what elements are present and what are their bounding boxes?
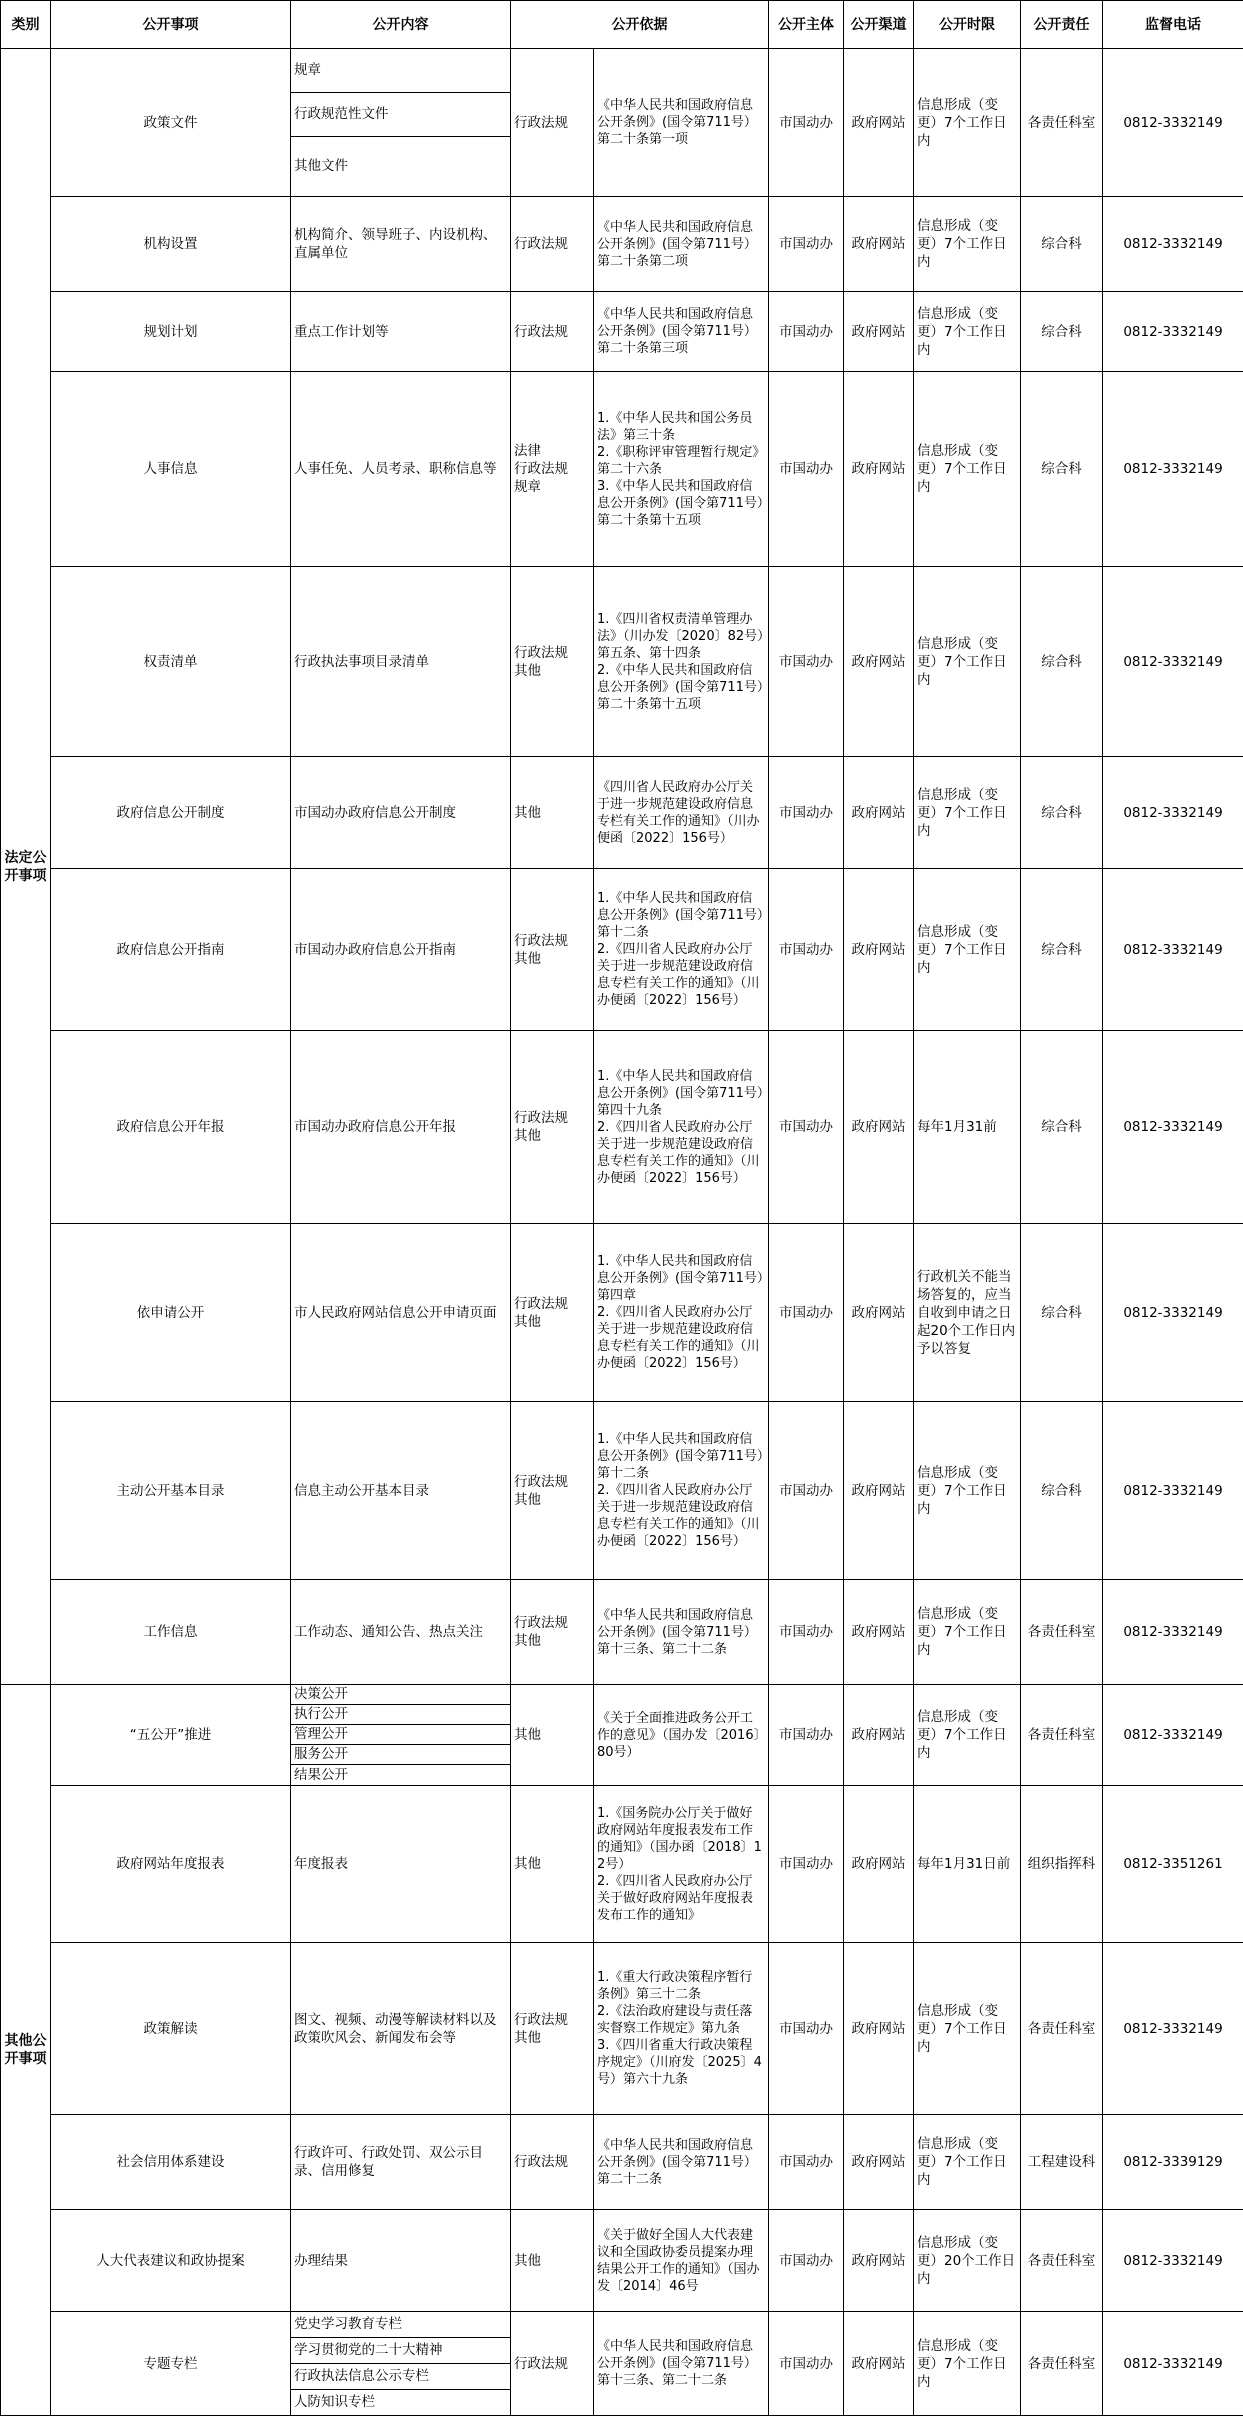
- deadline-cell: 行政机关不能当场答复的，应当自收到申请之日起20个工作日内予以答复: [914, 1224, 1021, 1402]
- content-cell: 人防知识专栏: [291, 2390, 511, 2416]
- item-cell: 机构设置: [51, 197, 291, 292]
- table-row: [1, 49, 1243, 93]
- item-cell: 规划计划: [51, 292, 291, 372]
- responsible-cell: 各责任科室: [1021, 2312, 1103, 2416]
- content-cell: 市国动办政府信息公开年报: [291, 1031, 511, 1224]
- phone-cell: 0812-3332149: [1103, 372, 1243, 567]
- content-cell: 行政执法事项目录清单: [291, 567, 511, 757]
- item-cell: 主动公开基本目录: [51, 1402, 291, 1580]
- item-cell: 政策解读: [51, 1943, 291, 2115]
- deadline-cell: 信息形成（变更）20个工作日内: [914, 2210, 1021, 2312]
- table-row: [1, 1786, 1243, 1943]
- deadline-cell: 信息形成（变更）7个工作日内: [914, 1580, 1021, 1685]
- basis-cell: 1.《中华人民共和国政府信息公开条例》(国令第711号）第十二条 2.《四川省人民政府办公厅关于进一步规范建设政府信息专栏有关工作的通知》（川办便函〔2022〕156号）: [594, 1402, 769, 1580]
- channel-cell: 政府网站: [844, 869, 914, 1031]
- table-row: [1, 2210, 1243, 2312]
- basis-cell: 《中华人民共和国政府信息公开条例》(国令第711号）第二十条第二项: [594, 197, 769, 292]
- responsible-cell: 综合科: [1021, 197, 1103, 292]
- basis-cell: 《中华人民共和国政府信息公开条例》(国令第711号）第十三条、第二十二条: [594, 1580, 769, 1685]
- content-cell: 市人民政府网站信息公开申请页面: [291, 1224, 511, 1402]
- channel-cell: 政府网站: [844, 49, 914, 197]
- channel-cell: 政府网站: [844, 1943, 914, 2115]
- content-cell: 办理结果: [291, 2210, 511, 2312]
- responsible-cell: 各责任科室: [1021, 1580, 1103, 1685]
- table-row: [1, 1685, 1243, 1705]
- subject-cell: 市国动办: [769, 1031, 844, 1224]
- content-cell: 执行公开: [291, 1705, 511, 1725]
- basis-cell: 《四川省人民政府办公厅关于进一步规范建设政府信息专栏有关工作的通知》（川办便函〔2022〕156号）: [594, 757, 769, 869]
- deadline-cell: 信息形成（变更）7个工作日内: [914, 292, 1021, 372]
- responsible-cell: 各责任科室: [1021, 1943, 1103, 2115]
- basis-type-cell: 行政法规 其他: [511, 1943, 594, 2115]
- basis-type-cell: 行政法规 其他: [511, 1224, 594, 1402]
- deadline-cell: 信息形成（变更）7个工作日内: [914, 197, 1021, 292]
- item-cell: 工作信息: [51, 1580, 291, 1685]
- basis-type-cell: 行政法规: [511, 2312, 594, 2416]
- item-cell: 人大代表建议和政协提案: [51, 2210, 291, 2312]
- item-cell: 政府信息公开指南: [51, 869, 291, 1031]
- item-cell: 政府网站年度报表: [51, 1786, 291, 1943]
- channel-cell: 政府网站: [844, 292, 914, 372]
- deadline-cell: 信息形成（变更）7个工作日内: [914, 2115, 1021, 2210]
- deadline-cell: 信息形成（变更）7个工作日内: [914, 2312, 1021, 2416]
- content-cell: 重点工作计划等: [291, 292, 511, 372]
- phone-cell: 0812-3332149: [1103, 1685, 1243, 1786]
- subject-cell: 市国动办: [769, 1786, 844, 1943]
- phone-cell: 0812-3332149: [1103, 757, 1243, 869]
- table-row: [1, 2115, 1243, 2210]
- phone-cell: 0812-3332149: [1103, 1224, 1243, 1402]
- subject-cell: 市国动办: [769, 49, 844, 197]
- channel-cell: 政府网站: [844, 1224, 914, 1402]
- deadline-cell: 信息形成（变更）7个工作日内: [914, 869, 1021, 1031]
- table-header-row: [1, 1, 1243, 49]
- table-row: [1, 372, 1243, 567]
- table-row: [1, 1402, 1243, 1580]
- header-deadline: 公开时限: [914, 1, 1021, 49]
- deadline-cell: 每年1月31前: [914, 1031, 1021, 1224]
- phone-cell: 0812-3332149: [1103, 869, 1243, 1031]
- basis-type-cell: 行政法规 其他: [511, 1031, 594, 1224]
- responsible-cell: 综合科: [1021, 1224, 1103, 1402]
- subject-cell: 市国动办: [769, 1580, 844, 1685]
- item-cell: 依申请公开: [51, 1224, 291, 1402]
- header-item: 公开事项: [51, 1, 291, 49]
- phone-cell: 0812-3332149: [1103, 1943, 1243, 2115]
- item-cell: 人事信息: [51, 372, 291, 567]
- basis-cell: 1.《四川省权责清单管理办法》（川办发〔2020〕82号）第五条、第十四条 2.《中华人民共和国政府信息公开条例》(国令第711号）第二十条第十五项: [594, 567, 769, 757]
- content-cell: 服务公开: [291, 1745, 511, 1765]
- phone-cell: 0812-3332149: [1103, 2210, 1243, 2312]
- content-cell: 行政执法信息公示专栏: [291, 2364, 511, 2390]
- header-responsible: 公开责任: [1021, 1, 1103, 49]
- item-cell: 政府信息公开年报: [51, 1031, 291, 1224]
- basis-cell: 1.《中华人民共和国政府信息公开条例》(国令第711号）第十二条 2.《四川省人民政府办公厅关于进一步规范建设政府信息专栏有关工作的通知》（川办便函〔2022〕156号）: [594, 869, 769, 1031]
- content-cell: 年度报表: [291, 1786, 511, 1943]
- basis-type-cell: 行政法规 其他: [511, 567, 594, 757]
- basis-cell: 《关于做好全国人大代表建议和全国政协委员提案办理结果公开工作的通知》（国办发〔2014〕46号: [594, 2210, 769, 2312]
- table-row: [1, 1031, 1243, 1224]
- responsible-cell: 综合科: [1021, 869, 1103, 1031]
- phone-cell: 0812-3332149: [1103, 292, 1243, 372]
- basis-type-cell: 其他: [511, 1685, 594, 1786]
- responsible-cell: 综合科: [1021, 1402, 1103, 1580]
- responsible-cell: 综合科: [1021, 757, 1103, 869]
- deadline-cell: 信息形成（变更）7个工作日内: [914, 49, 1021, 197]
- basis-cell: 1.《中华人民共和国政府信息公开条例》(国令第711号）第四十九条 2.《四川省人民政府办公厅关于进一步规范建设政府信息专栏有关工作的通知》（川办便函〔2022〕156号）: [594, 1031, 769, 1224]
- item-cell: “五公开”推进: [51, 1685, 291, 1786]
- item-cell: 专题专栏: [51, 2312, 291, 2416]
- responsible-cell: 综合科: [1021, 1031, 1103, 1224]
- deadline-cell: 信息形成（变更）7个工作日内: [914, 1685, 1021, 1786]
- basis-type-cell: 法律 行政法规 规章: [511, 372, 594, 567]
- phone-cell: 0812-3332149: [1103, 567, 1243, 757]
- channel-cell: 政府网站: [844, 1031, 914, 1224]
- subject-cell: 市国动办: [769, 757, 844, 869]
- basis-cell: 1.《重大行政决策程序暂行条例》第三十二条 2.《法治政府建设与责任落实督察工作规定》第九条 3.《四川省重大行政决策程序规定》（川府发〔2025〕4号）第六十九条: [594, 1943, 769, 2115]
- subject-cell: 市国动办: [769, 1943, 844, 2115]
- basis-type-cell: 其他: [511, 1786, 594, 1943]
- subject-cell: 市国动办: [769, 2115, 844, 2210]
- table-row: [1, 567, 1243, 757]
- table-row: [1, 1580, 1243, 1685]
- phone-cell: 0812-3332149: [1103, 1580, 1243, 1685]
- responsible-cell: 综合科: [1021, 372, 1103, 567]
- subject-cell: 市国动办: [769, 197, 844, 292]
- channel-cell: 政府网站: [844, 197, 914, 292]
- content-cell: 图文、视频、动漫等解读材料以及政策吹风会、新闻发布会等: [291, 1943, 511, 2115]
- basis-type-cell: 行政法规 其他: [511, 869, 594, 1031]
- channel-cell: 政府网站: [844, 1402, 914, 1580]
- content-cell: 结果公开: [291, 1765, 511, 1786]
- basis-cell: 1.《中华人民共和国政府信息公开条例》(国令第711号）第四章 2.《四川省人民政府办公厅关于进一步规范建设政府信息专栏有关工作的通知》（川办便函〔2022〕156号）: [594, 1224, 769, 1402]
- phone-cell: 0812-3332149: [1103, 2312, 1243, 2416]
- subject-cell: 市国动办: [769, 1685, 844, 1786]
- subject-cell: 市国动办: [769, 2210, 844, 2312]
- basis-type-cell: 其他: [511, 2210, 594, 2312]
- deadline-cell: 信息形成（变更）7个工作日内: [914, 372, 1021, 567]
- header-channel: 公开渠道: [844, 1, 914, 49]
- table-row: [1, 1943, 1243, 2115]
- header-category: 类别: [1, 1, 51, 49]
- basis-type-cell: 行政法规 其他: [511, 1402, 594, 1580]
- subject-cell: 市国动办: [769, 2312, 844, 2416]
- responsible-cell: 各责任科室: [1021, 2210, 1103, 2312]
- content-cell: 决策公开: [291, 1685, 511, 1705]
- responsible-cell: 组织指挥科: [1021, 1786, 1103, 1943]
- phone-cell: 0812-3332149: [1103, 49, 1243, 197]
- deadline-cell: 信息形成（变更）7个工作日内: [914, 567, 1021, 757]
- phone-cell: 0812-3332149: [1103, 197, 1243, 292]
- channel-cell: 政府网站: [844, 1685, 914, 1786]
- subject-cell: 市国动办: [769, 1224, 844, 1402]
- table-row: [1, 197, 1243, 292]
- basis-cell: 1.《中华人民共和国公务员法》第三十条 2.《职称评审管理暂行规定》第二十六条 3.《中华人民共和国政府信息公开条例》(国令第711号）第二十条第十五项: [594, 372, 769, 567]
- deadline-cell: 信息形成（变更）7个工作日内: [914, 757, 1021, 869]
- subject-cell: 市国动办: [769, 372, 844, 567]
- content-cell: 市国动办政府信息公开指南: [291, 869, 511, 1031]
- responsible-cell: 综合科: [1021, 292, 1103, 372]
- responsible-cell: 各责任科室: [1021, 1685, 1103, 1786]
- basis-type-cell: 行政法规: [511, 2115, 594, 2210]
- subject-cell: 市国动办: [769, 292, 844, 372]
- basis-cell: 《关于全面推进政务公开工作的意见》（国办发〔2016〕80号）: [594, 1685, 769, 1786]
- header-phone: 监督电话: [1103, 1, 1243, 49]
- channel-cell: 政府网站: [844, 757, 914, 869]
- basis-cell: 1.《国务院办公厅关于做好政府网站年度报表发布工作的通知》（国办函〔2018〕12号） 2.《四川省人民政府办公厅关于做好政府网站年度报表发布工作的通知》: [594, 1786, 769, 1943]
- channel-cell: 政府网站: [844, 2210, 914, 2312]
- channel-cell: 政府网站: [844, 372, 914, 567]
- channel-cell: 政府网站: [844, 1786, 914, 1943]
- item-cell: 政府信息公开制度: [51, 757, 291, 869]
- basis-type-cell: 其他: [511, 757, 594, 869]
- basis-cell: 《中华人民共和国政府信息公开条例》(国令第711号）第二十二条: [594, 2115, 769, 2210]
- content-cell: 行政规范性文件: [291, 93, 511, 137]
- item-cell: 权责清单: [51, 567, 291, 757]
- content-cell: 学习贯彻党的二十大精神: [291, 2338, 511, 2364]
- basis-type-cell: 行政法规: [511, 292, 594, 372]
- content-cell: 市国动办政府信息公开制度: [291, 757, 511, 869]
- subject-cell: 市国动办: [769, 1402, 844, 1580]
- category-cell: 其他公开事项: [1, 1685, 51, 2416]
- content-cell: 党史学习教育专栏: [291, 2312, 511, 2338]
- responsible-cell: 综合科: [1021, 567, 1103, 757]
- deadline-cell: 每年1月31日前: [914, 1786, 1021, 1943]
- channel-cell: 政府网站: [844, 1580, 914, 1685]
- channel-cell: 政府网站: [844, 2115, 914, 2210]
- deadline-cell: 信息形成（变更）7个工作日内: [914, 1943, 1021, 2115]
- item-cell: 政策文件: [51, 49, 291, 197]
- table-row: [1, 757, 1243, 869]
- channel-cell: 政府网站: [844, 2312, 914, 2416]
- channel-cell: 政府网站: [844, 567, 914, 757]
- content-cell: 机构简介、领导班子、内设机构、直属单位: [291, 197, 511, 292]
- item-cell: 社会信用体系建设: [51, 2115, 291, 2210]
- header-basis: 公开依据: [511, 1, 769, 49]
- basis-cell: 《中华人民共和国政府信息公开条例》(国令第711号）第二十条第一项: [594, 49, 769, 197]
- responsible-cell: 工程建设科: [1021, 2115, 1103, 2210]
- deadline-cell: 信息形成（变更）7个工作日内: [914, 1402, 1021, 1580]
- content-cell: 其他文件: [291, 137, 511, 197]
- content-cell: 工作动态、通知公告、热点关注: [291, 1580, 511, 1685]
- basis-cell: 《中华人民共和国政府信息公开条例》(国令第711号）第二十条第三项: [594, 292, 769, 372]
- category-cell: 法定公开事项: [1, 49, 51, 1685]
- phone-cell: 0812-3339129: [1103, 2115, 1243, 2210]
- basis-type-cell: 行政法规: [511, 49, 594, 197]
- basis-type-cell: 行政法规 其他: [511, 1580, 594, 1685]
- table-row: [1, 869, 1243, 1031]
- header-content: 公开内容: [291, 1, 511, 49]
- responsible-cell: 各责任科室: [1021, 49, 1103, 197]
- content-cell: 行政许可、行政处罚、双公示目录、信用修复: [291, 2115, 511, 2210]
- basis-type-cell: 行政法规: [511, 197, 594, 292]
- phone-cell: 0812-3332149: [1103, 1402, 1243, 1580]
- basis-cell: 《中华人民共和国政府信息公开条例》(国令第711号）第十三条、第二十二条: [594, 2312, 769, 2416]
- content-cell: 人事任免、人员考录、职称信息等: [291, 372, 511, 567]
- subject-cell: 市国动办: [769, 869, 844, 1031]
- phone-cell: 0812-3332149: [1103, 1031, 1243, 1224]
- content-cell: 规章: [291, 49, 511, 93]
- content-cell: 管理公开: [291, 1725, 511, 1745]
- content-cell: 信息主动公开基本目录: [291, 1402, 511, 1580]
- phone-cell: 0812-3351261: [1103, 1786, 1243, 1943]
- table-row: [1, 1224, 1243, 1402]
- table-row: [1, 292, 1243, 372]
- table-row: [1, 2312, 1243, 2338]
- header-subject: 公开主体: [769, 1, 844, 49]
- subject-cell: 市国动办: [769, 567, 844, 757]
